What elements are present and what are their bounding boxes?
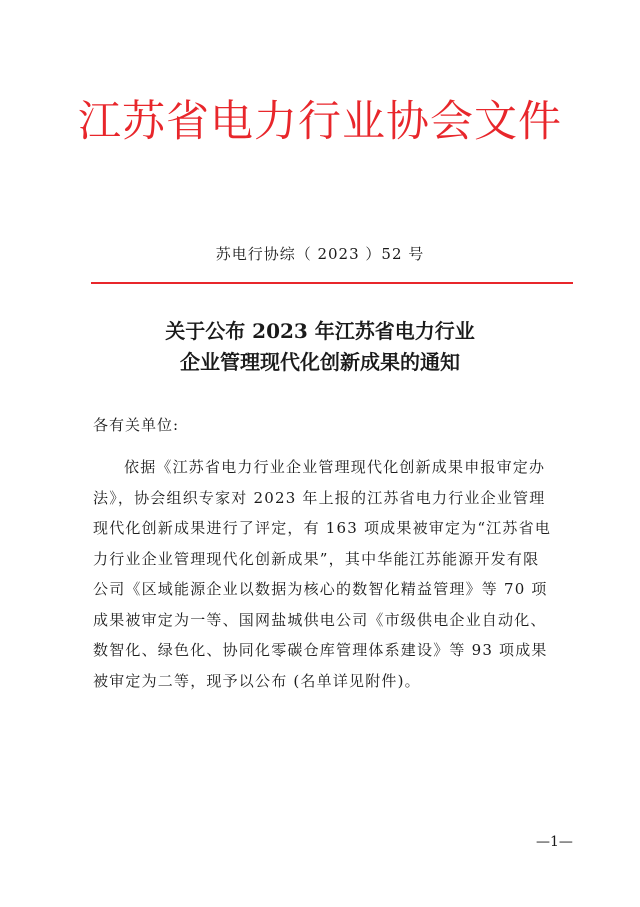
page-number: —1—	[536, 834, 573, 850]
addressee: 各有关单位:	[93, 416, 180, 434]
body-line: 成果被审定为一等、国网盐城供电公司《市级供电企业自动化、	[93, 610, 547, 629]
document-number: 苏电行协综（ 2023 ）52 号	[215, 245, 425, 263]
body-paragraph	[93, 452, 575, 696]
body-line: 法》，协会组织专家对 2023 年上报的江苏省电力行业企业管理	[93, 488, 546, 507]
body-line: 被审定为二等，现予以公布 (名单详见附件)。	[93, 671, 421, 690]
masthead-title: 江苏省电力行业协会文件	[78, 97, 562, 147]
document-title	[0, 316, 640, 378]
title-line-1: 关于公布 2023 年江苏省电力行业	[165, 319, 475, 343]
body-line: 力行业企业管理现代化创新成果”，其中华能江苏能源开发有限	[93, 549, 540, 568]
body-line: 依据《江苏省电力行业企业管理现代化创新成果申报审定办	[124, 458, 546, 476]
body-line: 公司《区域能源企业以数据为核心的数智化精益管理》等 70 项	[93, 580, 548, 598]
red-separator-line	[91, 282, 573, 284]
title-line-2: 企业管理现代化创新成果的通知	[180, 350, 460, 374]
body-line: 数智化、绿色化、协同化零碳仓库管理体系建设》等 93 项成果	[93, 641, 548, 659]
body-line: 现代化创新成果进行了评定，有 163 项成果被审定为“江苏省电	[93, 519, 552, 537]
